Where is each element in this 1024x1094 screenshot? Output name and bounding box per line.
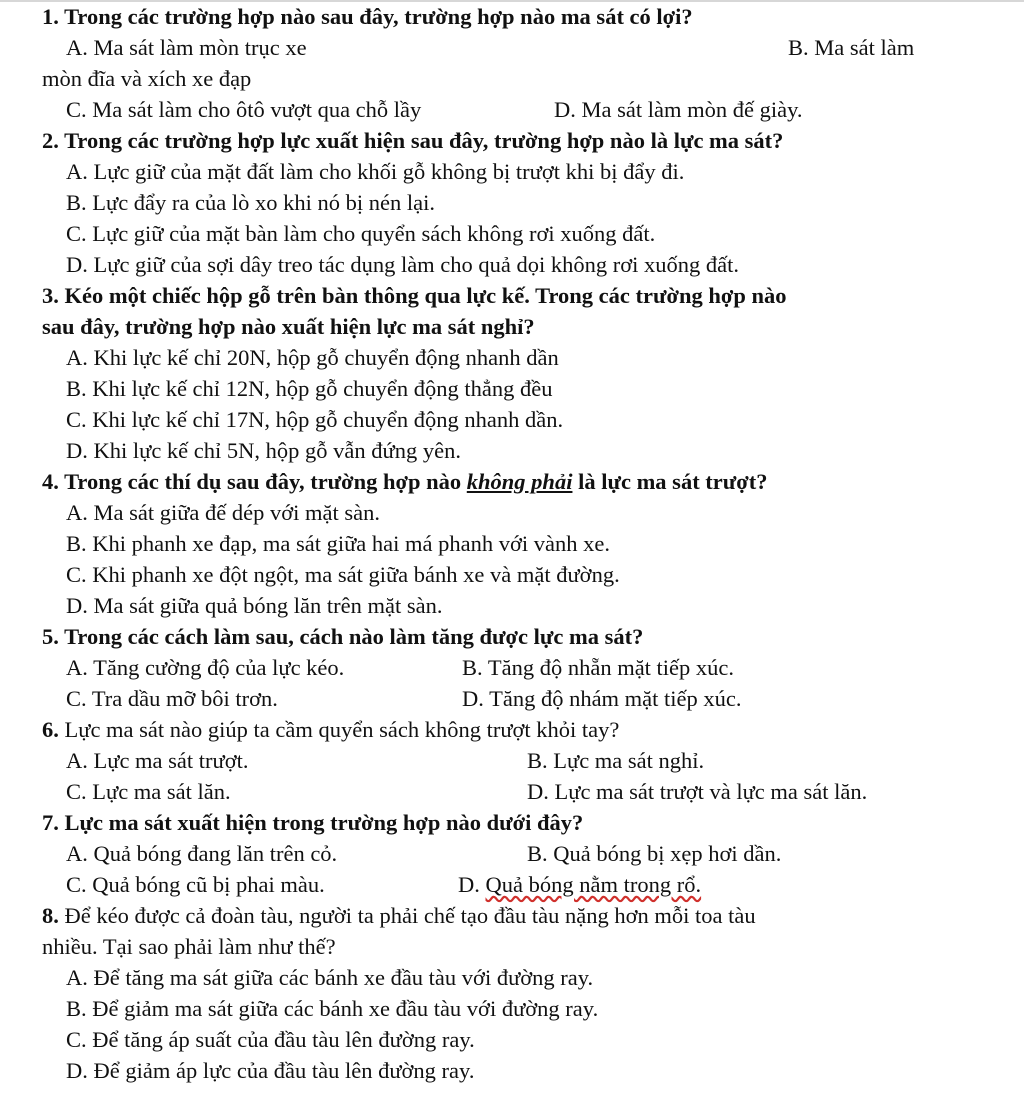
question-4-option-b: B. Khi phanh xe đạp, ma sát giữa hai má phanh với vành xe. bbox=[66, 531, 610, 556]
question-2-option-b: B. Lực đẩy ra của lò xo khi nó bị nén lại. bbox=[66, 190, 435, 215]
question-4-stem-emphasis: không phải bbox=[466, 469, 573, 494]
question-8-stem-line-1 bbox=[42, 901, 756, 931]
question-8-option-a: A. Để tăng ma sát giữa các bánh xe đầu tàu với đường ray. bbox=[66, 965, 594, 990]
question-3-option-b: B. Khi lực kế chỉ 12N, hộp gỗ chuyển động thẳng đều bbox=[66, 376, 553, 401]
question-7-option-a: A. Quả bóng đang lăn trên cỏ. bbox=[66, 841, 338, 866]
question-6-stem bbox=[42, 715, 619, 745]
question-6-option-a: A. Lực ma sát trượt. bbox=[66, 748, 249, 773]
question-7-option-d-text: Quả bóng nằm trong rổ. bbox=[485, 872, 702, 897]
question-7-option-c: C. Quả bóng cũ bị phai màu. bbox=[66, 872, 325, 897]
question-5-option-b: B. Tăng độ nhẵn mặt tiếp xúc. bbox=[462, 655, 735, 680]
question-8-number: 8. bbox=[42, 903, 59, 928]
question-3-stem-line-1: 3. Kéo một chiếc hộp gỗ trên bàn thông qua lực kế. Trong các trường hợp nào bbox=[42, 283, 787, 308]
question-6-option-d: D. Lực ma sát trượt và lực ma sát lăn. bbox=[527, 779, 868, 804]
question-8-stem-line-2: nhiều. Tại sao phải làm như thế? bbox=[42, 934, 336, 959]
question-1-option-c: C. Ma sát làm cho ôtô vượt qua chỗ lầy bbox=[66, 97, 422, 122]
question-3-option-a: A. Khi lực kế chỉ 20N, hộp gỗ chuyển động nhanh dần bbox=[66, 345, 559, 370]
question-7-option-d-label: D. bbox=[458, 872, 486, 897]
question-4-stem-start: 4. Trong các thí dụ sau đây, trường hợp nào bbox=[42, 469, 467, 494]
question-7-stem: 7. Lực ma sát xuất hiện trong trường hợp nào dưới đây? bbox=[42, 810, 584, 835]
question-2-option-a: A. Lực giữ của mặt đất làm cho khối gỗ không bị trượt khi bị đẩy đi. bbox=[66, 159, 685, 184]
question-8-option-c: C. Để tăng áp suất của đầu tàu lên đường ray. bbox=[66, 1027, 475, 1052]
question-2-option-c: C. Lực giữ của mặt bàn làm cho quyển sách không rơi xuống đất. bbox=[66, 221, 656, 246]
question-4-option-a: A. Ma sát giữa đế dép với mặt sàn. bbox=[66, 500, 381, 525]
question-5-option-d: D. Tăng độ nhám mặt tiếp xúc. bbox=[462, 686, 742, 711]
question-4-stem-end: là lực ma sát trượt? bbox=[572, 469, 768, 494]
question-8-stem-text: Để kéo được cả đoàn tàu, người ta phải chế tạo đầu tàu nặng hơn mỗi toa tàu bbox=[58, 903, 756, 928]
question-2-stem: 2. Trong các trường hợp lực xuất hiện sau đây, trường hợp nào là lực ma sát? bbox=[42, 128, 784, 153]
question-1-option-a: A. Ma sát làm mòn trục xe bbox=[66, 35, 307, 60]
question-4-option-d: D. Ma sát giữa quả bóng lăn trên mặt sàn. bbox=[66, 593, 443, 618]
question-6-stem-text: Lực ma sát nào giúp ta cầm quyển sách không trượt khỏi tay? bbox=[58, 717, 620, 742]
question-5-option-a: A. Tăng cường độ của lực kéo. bbox=[66, 655, 345, 680]
question-1-option-d: D. Ma sát làm mòn đế giày. bbox=[554, 97, 803, 122]
question-4-option-c: C. Khi phanh xe đột ngột, ma sát giữa bánh xe và mặt đường. bbox=[66, 562, 620, 587]
question-3-option-d: D. Khi lực kế chỉ 5N, hộp gỗ vẫn đứng yên. bbox=[66, 438, 461, 463]
question-8-option-b: B. Để giảm ma sát giữa các bánh xe đầu tàu với đường ray. bbox=[66, 996, 599, 1021]
question-1-stem: 1. Trong các trường hợp nào sau đây, trường hợp nào ma sát có lợi? bbox=[42, 4, 693, 29]
question-6-option-b: B. Lực ma sát nghỉ. bbox=[527, 748, 705, 773]
question-1-option-b-continued: mòn đĩa và xích xe đạp bbox=[42, 66, 252, 91]
question-3-option-c: C. Khi lực kế chỉ 17N, hộp gỗ chuyển động nhanh dần. bbox=[66, 407, 564, 432]
question-2-option-d: D. Lực giữ của sợi dây treo tác dụng làm cho quả dọi không rơi xuống đất. bbox=[66, 252, 740, 277]
question-6-option-c: C. Lực ma sát lăn. bbox=[66, 779, 231, 804]
question-7-option-b: B. Quả bóng bị xẹp hơi dần. bbox=[527, 841, 782, 866]
question-7-option-d bbox=[458, 870, 701, 900]
question-6-number: 6. bbox=[42, 717, 59, 742]
question-5-stem: 5. Trong các cách làm sau, cách nào làm tăng được lực ma sát? bbox=[42, 624, 644, 649]
question-4-stem bbox=[42, 467, 768, 497]
question-3-stem-line-2: sau đây, trường hợp nào xuất hiện lực ma sát nghỉ? bbox=[42, 314, 535, 339]
question-1-option-b: B. Ma sát làm bbox=[788, 35, 915, 60]
question-8-option-d: D. Để giảm áp lực của đầu tàu lên đường ray. bbox=[66, 1058, 475, 1083]
question-5-option-c: C. Tra dầu mỡ bôi trơn. bbox=[66, 686, 278, 711]
